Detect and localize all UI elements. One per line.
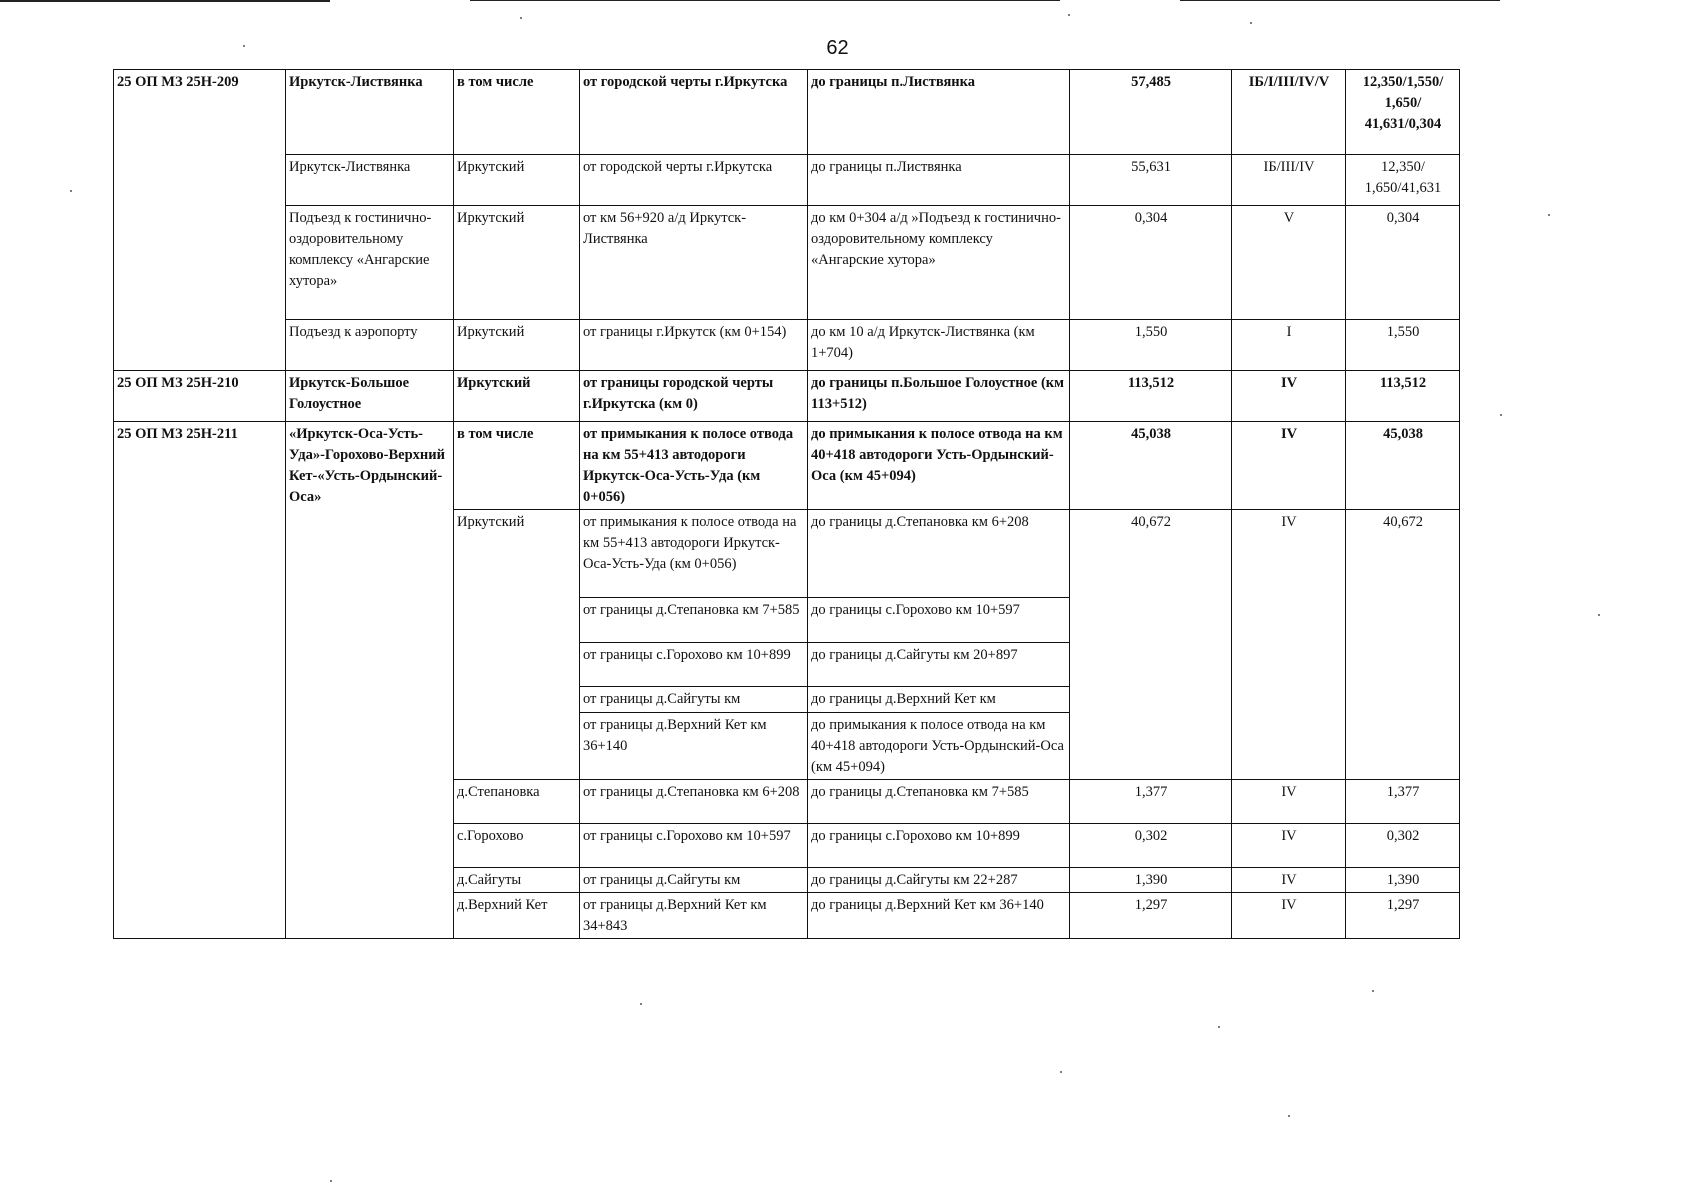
segment-from: от границы д.Верхний Кет км 34+843 [580,893,808,939]
scan-speck [1288,1115,1290,1117]
district: Иркутский [454,320,580,371]
segment-from: от границы д.Степановка км 6+208 [580,780,808,824]
scan-speck [243,45,245,47]
road-code: 25 ОП МЗ 25Н-211 [114,422,286,939]
length-by-category: 45,038 [1346,422,1460,510]
road-category: I [1232,320,1346,371]
table-row [114,155,1460,206]
segment-to: до границы с.Горохово км 10+597 [808,598,1070,643]
length-by-category: 12,350/1,550/ 1,650/ 41,631/0,304 [1346,70,1460,155]
segment-from: от границы г.Иркутск (км 0+154) [580,320,808,371]
segment-from: от границы с.Горохово км 10+597 [580,824,808,868]
district: в том числе [454,422,580,510]
scan-speck [640,1003,642,1005]
road-category: V [1232,206,1346,320]
road-table [113,69,1460,939]
road-name: Подъезд к аэропорту [286,320,454,371]
scan-edge-line [1180,0,1500,1]
scan-speck [1500,414,1502,416]
road-category: IV [1232,371,1346,422]
road-name: Иркутск-Листвянка [286,70,454,155]
district: в том числе [454,70,580,155]
length-by-category: 113,512 [1346,371,1460,422]
segment-to: до границы п.Листвянка [808,70,1070,155]
district: д.Верхний Кет [454,893,580,939]
segment-from: от границы д.Сайгуты км [580,868,808,893]
scan-edge-line [470,0,1060,1]
road-category: IV [1232,510,1346,780]
district: Иркутский [454,510,580,780]
road-length: 1,550 [1070,320,1232,371]
road-category: IV [1232,824,1346,868]
district: д.Степановка [454,780,580,824]
road-category: IV [1232,422,1346,510]
road-name: «Иркутск-Оса-Усть-Уда»-Горохово-Верхний Кет-«Усть-Ордынский-Оса» [286,422,454,939]
district: д.Сайгуты [454,868,580,893]
segment-to: до примыкания к полосе отвода на км 40+418 автодороги Усть-Ордынский-Оса (км 45+094) [808,422,1070,510]
segment-to: до км 10 а/д Иркутск-Листвянка (км 1+704) [808,320,1070,371]
segment-to: до границы д.Верхний Кет км 36+140 [808,893,1070,939]
road-category: IV [1232,780,1346,824]
segment-to: до границы д.Сайгуты км 20+897 [808,643,1070,687]
length-by-category: 0,302 [1346,824,1460,868]
scan-speck [330,1180,332,1182]
district: Иркутский [454,206,580,320]
length-by-category: 12,350/ 1,650/41,631 [1346,155,1460,206]
table-row [114,70,1460,155]
length-by-category: 1,297 [1346,893,1460,939]
road-length: 57,485 [1070,70,1232,155]
district: Иркутский [454,155,580,206]
road-category: IБ/III/IV [1232,155,1346,206]
road-name: Иркутск-Большое Голоустное [286,371,454,422]
scan-speck [1598,614,1600,616]
length-by-category: 0,304 [1346,206,1460,320]
scan-speck [1548,214,1550,216]
scan-speck [70,190,72,192]
table-row [114,371,1460,422]
road-name: Подъезд к гостинично-оздоровительному комплексу «Ангарские хутора» [286,206,454,320]
scan-speck [1372,990,1374,992]
segment-from: от границы д.Сайгуты км [580,687,808,713]
segment-to: до границы д.Степановка км 6+208 [808,510,1070,598]
page-number: 62 [826,37,849,59]
segment-to: до границы с.Горохово км 10+899 [808,824,1070,868]
road-length: 0,302 [1070,824,1232,868]
segment-to: до границы д.Степановка км 7+585 [808,780,1070,824]
road-code: 25 ОП МЗ 25Н-210 [114,371,286,422]
segment-from: от км 56+920 а/д Иркутск-Листвянка [580,206,808,320]
segment-from: от границы городской черты г.Иркутска (км 0) [580,371,808,422]
segment-to: до границы п.Листвянка [808,155,1070,206]
segment-to: до границы д.Верхний Кет км [808,687,1070,713]
road-code: 25 ОП МЗ 25Н-209 [114,70,286,371]
scan-speck [1250,22,1252,24]
table-row [114,320,1460,371]
road-category: IБ/I/III/IV/V [1232,70,1346,155]
segment-to: до границы п.Большое Голоустное (км 113+512) [808,371,1070,422]
segment-to: до примыкания к полосе отвода на км 40+418 автодороги Усть-Ордынский-Оса (км 45+094) [808,713,1070,780]
road-length: 40,672 [1070,510,1232,780]
segment-from: от городской черты г.Иркутска [580,155,808,206]
segment-to: до границы д.Сайгуты км 22+287 [808,868,1070,893]
district: Иркутский [454,371,580,422]
segment-to: до км 0+304 а/д »Подъезд к гостинично-оздоровительному комплексу «Ангарские хутора» [808,206,1070,320]
scan-speck [1218,1026,1220,1028]
district: с.Горохово [454,824,580,868]
segment-from: от границы с.Горохово км 10+899 [580,643,808,687]
road-length: 1,377 [1070,780,1232,824]
road-length: 0,304 [1070,206,1232,320]
road-name: Иркутск-Листвянка [286,155,454,206]
road-category: IV [1232,893,1346,939]
road-length: 113,512 [1070,371,1232,422]
length-by-category: 1,377 [1346,780,1460,824]
scan-edge-line [0,0,330,2]
segment-from: от примыкания к полосе отвода на км 55+413 автодороги Иркутск-Оса-Усть-Уда (км 0+056) [580,510,808,598]
segment-from: от границы д.Верхний Кет км 36+140 [580,713,808,780]
length-by-category: 1,390 [1346,868,1460,893]
scan-speck [1060,1071,1062,1073]
table-row [114,206,1460,320]
road-length: 1,297 [1070,893,1232,939]
road-category: IV [1232,868,1346,893]
segment-from: от границы д.Степановка км 7+585 [580,598,808,643]
scan-speck [1068,14,1070,16]
road-length: 55,631 [1070,155,1232,206]
segment-from: от примыкания к полосе отвода на км 55+413 автодороги Иркутск-Оса-Усть-Уда (км 0+056) [580,422,808,510]
road-length: 45,038 [1070,422,1232,510]
length-by-category: 40,672 [1346,510,1460,780]
scan-speck [520,17,522,19]
table-row [114,422,1460,510]
length-by-category: 1,550 [1346,320,1460,371]
segment-from: от городской черты г.Иркутска [580,70,808,155]
road-length: 1,390 [1070,868,1232,893]
